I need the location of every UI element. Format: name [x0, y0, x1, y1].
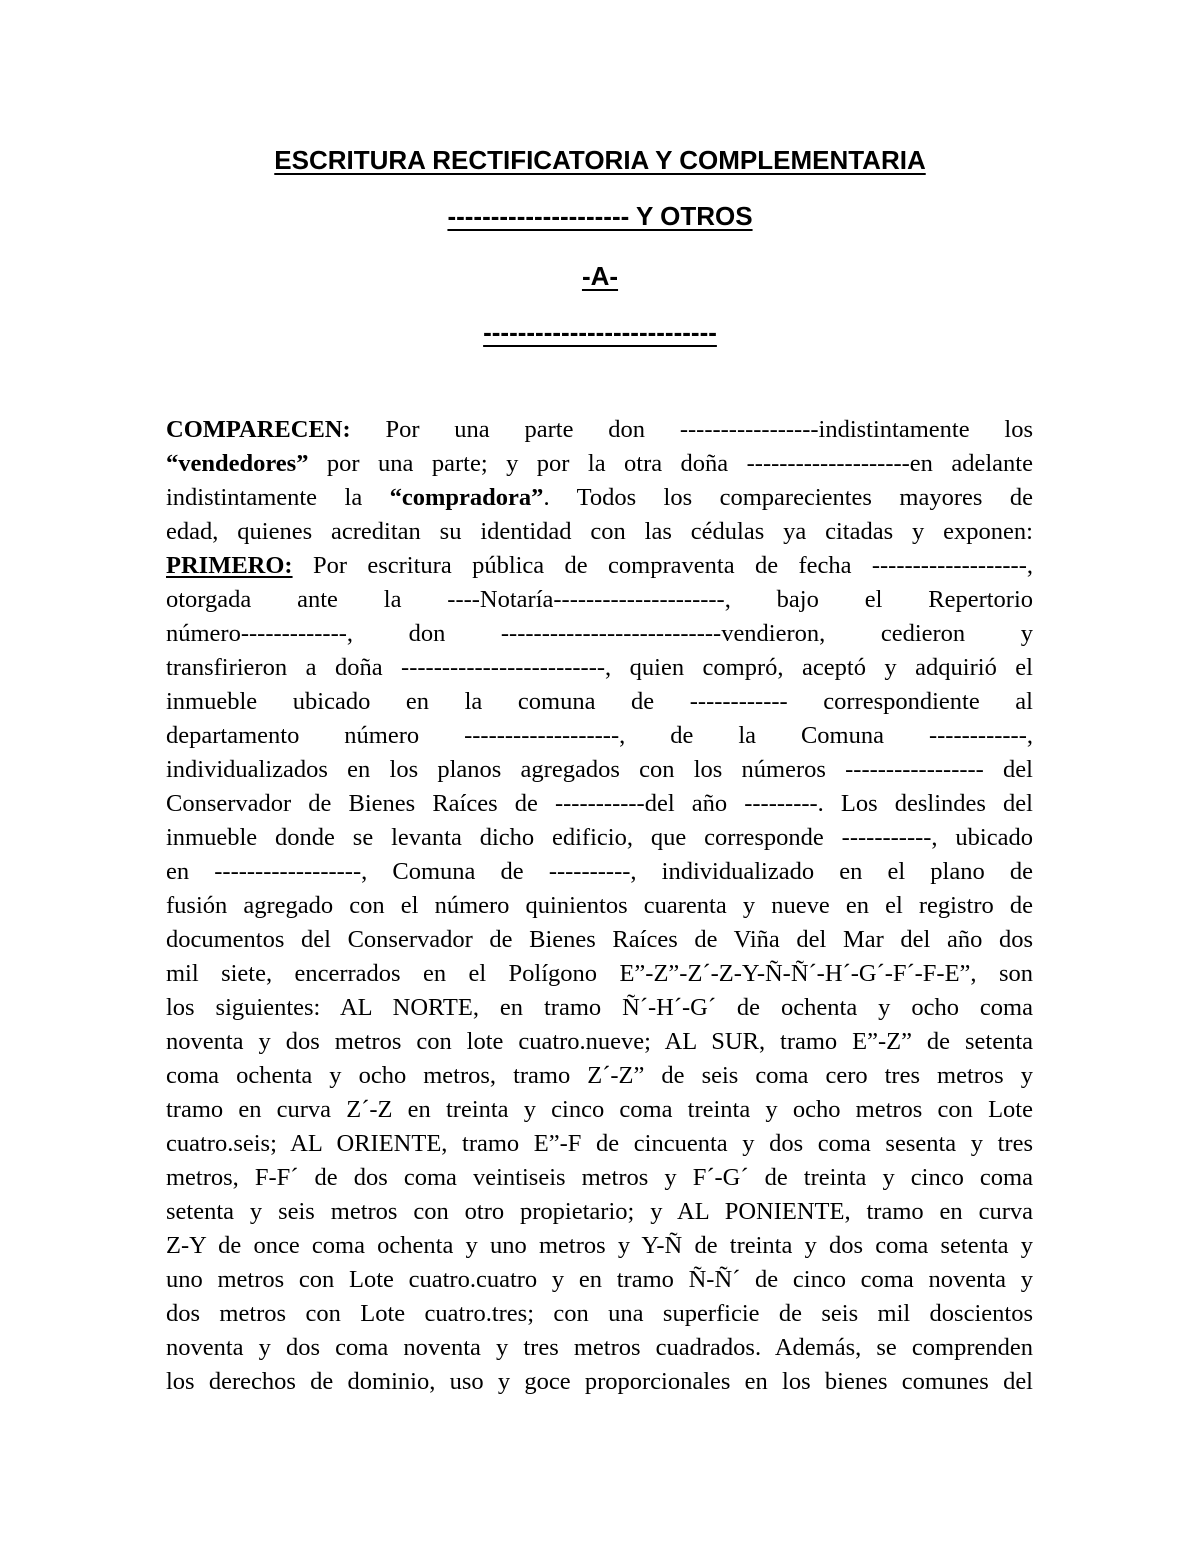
- body-line: noventa y dos metros con lote cuatro.nueve; AL SUR, tramo E”-Z” de setenta: [166, 1028, 1033, 1055]
- connector-line: -A-: [581, 261, 619, 291]
- vendedores-term: “vendedores”: [166, 450, 309, 477]
- body-line: cuatro.seis; AL ORIENTE, tramo E”-F de cincuenta y dos coma sesenta y tres: [166, 1130, 1033, 1157]
- body-line: número-------------, don ---------------------------vendieron, cedieron y: [166, 620, 1033, 647]
- body-line: tramo en curva Z´-Z en treinta y cinco coma treinta y ocho metros con Lote: [166, 1096, 1033, 1123]
- primero-label: PRIMERO:: [166, 552, 293, 579]
- body-line: [166, 413, 1033, 447]
- body-text-segment: Por una parte don -----------------indistintamente los: [350, 416, 1033, 443]
- parties-line: --------------------- Y OTROS: [447, 201, 753, 231]
- body-line: los derechos de dominio, uso y goce proporcionales en los bienes comunes del: [166, 1368, 1033, 1395]
- counterparty-line: ---------------------------: [483, 317, 717, 347]
- body-line: [166, 549, 1033, 583]
- body-text-segment: Por escritura pública de compraventa de fecha -------------------,: [292, 552, 1033, 579]
- body-line: transfirieron a doña -------------------------, quien compró, aceptó y adquirió el: [166, 654, 1033, 681]
- body-text-segment: indistintamente la: [166, 484, 390, 511]
- body-line: individualizados en los planos agregados con los números ----------------- del: [166, 756, 1033, 783]
- body-line: fusión agregado con el número quinientos cuarenta y nueve en el registro de: [166, 892, 1033, 919]
- body-line: otorgada ante la ----Notaría---------------------, bajo el Repertorio: [166, 586, 1033, 613]
- body-line: setenta y seis metros con otro propietario; y AL PONIENTE, tramo en curva: [166, 1198, 1033, 1225]
- body-line: uno metros con Lote cuatro.cuatro y en tramo Ñ-Ñ´ de cinco coma noventa y: [166, 1266, 1033, 1293]
- body-line: los siguientes: AL NORTE, en tramo Ñ´-H´-G´ de ochenta y ocho coma: [166, 994, 1033, 1021]
- compradora-term: “compradora”: [389, 484, 544, 511]
- body-text-segment: por una parte; y por la otra doña --------------------en adelante: [308, 450, 1033, 477]
- body-line: inmueble donde se levanta dicho edificio, que corresponde -----------, ubicado: [166, 824, 1033, 851]
- body-text-segment: . Todos los comparecientes mayores de: [543, 484, 1033, 511]
- body-line: [166, 481, 1033, 515]
- body-line: noventa y dos coma noventa y tres metros cuadrados. Además, se comprenden: [166, 1334, 1033, 1361]
- document-title: ESCRITURA RECTIFICATORIA Y COMPLEMENTARIA: [274, 145, 926, 175]
- body-line: edad, quienes acreditan su identidad con las cédulas ya citadas y exponen:: [166, 518, 1033, 545]
- body-line: metros, F-F´ de dos coma veintiseis metros y F´-G´ de treinta y cinco coma: [166, 1164, 1033, 1191]
- body-line: Conservador de Bienes Raíces de -----------del año ---------. Los deslindes del: [166, 790, 1033, 817]
- body-paragraph: [166, 413, 1033, 1399]
- body-line: coma ochenta y ocho metros, tramo Z´-Z” de seis coma cero tres metros y: [166, 1062, 1033, 1089]
- body-line: mil siete, encerrados en el Polígono E”-Z”-Z´-Z-Y-Ñ-Ñ´-H´-G´-F´-F-E”, son: [166, 960, 1033, 987]
- body-line: dos metros con Lote cuatro.tres; con una superficie de seis mil doscientos: [166, 1300, 1033, 1327]
- comparecen-label: COMPARECEN:: [166, 416, 351, 443]
- body-line: departamento número -------------------, de la Comuna ------------,: [166, 722, 1033, 749]
- body-line: en ------------------, Comuna de ----------, individualizado en el plano de: [166, 858, 1033, 885]
- body-line: [166, 447, 1033, 481]
- body-line: Z-Y de once coma ochenta y uno metros y Y-Ñ de treinta y dos coma setenta y: [166, 1232, 1033, 1259]
- body-line: documentos del Conservador de Bienes Raíces de Viña del Mar del año dos: [166, 926, 1033, 953]
- body-line: inmueble ubicado en la comuna de ------------ correspondiente al: [166, 688, 1033, 715]
